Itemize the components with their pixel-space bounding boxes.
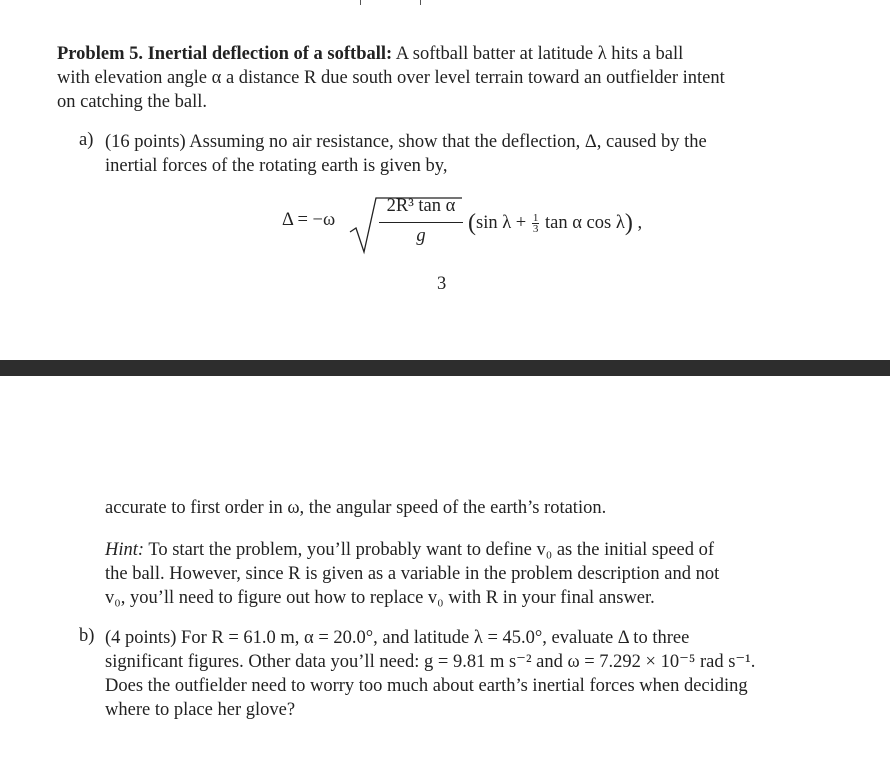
equation-rhs-part1: sin λ + — [476, 213, 531, 233]
equation-trailing: , — [632, 213, 643, 233]
equation-denominator: g — [416, 226, 426, 246]
paren-open: ( — [468, 210, 476, 236]
part-b-text — [105, 626, 835, 722]
equation-rhs-part2: tan α cos λ — [540, 213, 625, 233]
page-4 — [0, 376, 890, 762]
hint-line3: v₀, you’ll need to figure out how to replace v₀ with R in your final answer. — [105, 588, 655, 608]
part-b-label: b) — [79, 626, 95, 646]
previous-page-cut-marks — [0, 0, 890, 6]
page-break-divider — [0, 360, 890, 376]
paren-close: ) — [624, 210, 633, 236]
part-a-continued — [105, 496, 835, 520]
equation-lhs: Δ = −ω — [282, 210, 336, 230]
part-a-line1: (16 points) Assuming no air resistance, show that the deflection, Δ, caused by the — [105, 132, 707, 152]
page-3 — [0, 0, 890, 360]
hint-label: Hint: — [105, 540, 145, 560]
part-a-text — [105, 130, 835, 178]
fraction-bar — [379, 222, 463, 223]
part-a-continued-text: accurate to first order in ω, the angular speed of the earth’s rotation. — [105, 498, 607, 518]
hint-paragraph — [105, 538, 835, 610]
part-a-line2: inertial forces of the rotating earth is given by, — [105, 156, 448, 176]
equation-numerator: 2R³ tan α — [386, 196, 456, 216]
problem-statement — [57, 42, 837, 114]
hint-line2: the ball. However, since R is given as a variable in the problem description and not — [105, 564, 720, 584]
problem-title: Problem 5. Inertial deflection of a softball: — [57, 44, 393, 64]
one-third-fraction — [532, 213, 540, 234]
hint-line1: To start the problem, you’ll probably want to define v₀ as the initial speed of — [144, 540, 715, 560]
deflection-equation — [282, 192, 702, 256]
part-b-line2: significant figures. Other data you’ll need: g = 9.81 m s⁻² and ω = 7.292 × 10⁻⁵ rad s⁻¹. — [105, 652, 756, 672]
one-third-numerator: 1 — [532, 212, 539, 225]
part-b-line4: where to place her glove? — [105, 700, 296, 720]
part-b-line1: (4 points) For R = 61.0 m, α = 20.0°, and latitude λ = 45.0°, evaluate Δ to three — [105, 628, 690, 648]
part-a-label: a) — [79, 130, 94, 150]
page-number: 3 — [437, 274, 447, 294]
one-third-denominator: 3 — [532, 223, 539, 236]
part-b-line3: Does the outfielder need to worry too much about earth’s inertial forces when deciding — [105, 676, 748, 696]
problem-intro-line3: on catching the ball. — [57, 92, 208, 112]
equation-rhs — [468, 210, 642, 237]
problem-intro-line1: A softball batter at latitude λ hits a ball — [395, 44, 684, 64]
problem-intro-line2: with elevation angle α a distance R due south over level terrain toward an outfielder intent — [57, 68, 725, 88]
